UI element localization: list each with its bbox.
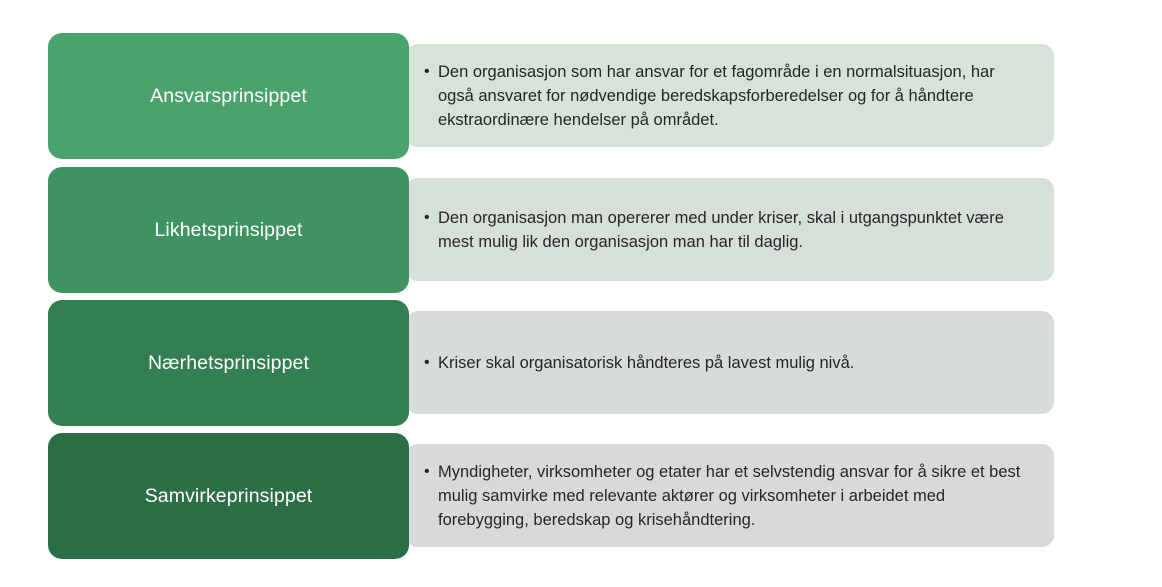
bullet-dot-icon: • [424, 62, 430, 80]
principle-description-box [406, 178, 1054, 281]
principle-label: Ansvarsprinsippet [150, 84, 307, 107]
principle-label: Likhetsprinsippet [154, 218, 303, 241]
principle-row-naerhet [0, 300, 1162, 426]
principle-description: Myndigheter, virksomheter og etater har et selvstendig ansvar for å sikre et best mulig samvirke med relevante aktører og virksomheter i arbeidet med forebygging, beredskap og krisehåndtering. [438, 462, 1021, 529]
principle-label-box [48, 167, 409, 293]
principle-description-box [406, 444, 1054, 547]
principle-label-box [48, 33, 409, 159]
principle-description: Kriser skal organisatorisk håndteres på lavest mulig nivå. [438, 353, 855, 372]
description-bullet [424, 351, 1034, 375]
principle-row-samvirke [0, 433, 1162, 559]
principle-label-box [48, 433, 409, 559]
principle-label: Nærhetsprinsippet [147, 351, 310, 374]
bullet-dot-icon: • [424, 462, 430, 480]
principle-description-box [406, 44, 1054, 147]
principle-description-box [406, 311, 1054, 414]
principle-label: Samvirkeprinsippet [144, 484, 313, 507]
principle-description: Den organisasjon man opererer med under kriser, skal i utgangspunktet være mest mulig lik den organisasjon man har til daglig. [438, 208, 1004, 251]
description-bullet [424, 60, 1034, 132]
principle-description: Den organisasjon som har ansvar for et fagområde i en normalsituasjon, har også ansvaret for nødvendige beredskapsforberedelser og for å håndtere ekstraordinære hendelser på området. [438, 62, 995, 129]
description-bullet [424, 206, 1034, 254]
principle-row-likhet [0, 167, 1162, 293]
principle-row-ansvar [0, 33, 1162, 159]
principle-label-box [48, 300, 409, 426]
bullet-dot-icon: • [424, 208, 430, 226]
bullet-dot-icon: • [424, 353, 430, 371]
description-bullet [424, 460, 1034, 532]
